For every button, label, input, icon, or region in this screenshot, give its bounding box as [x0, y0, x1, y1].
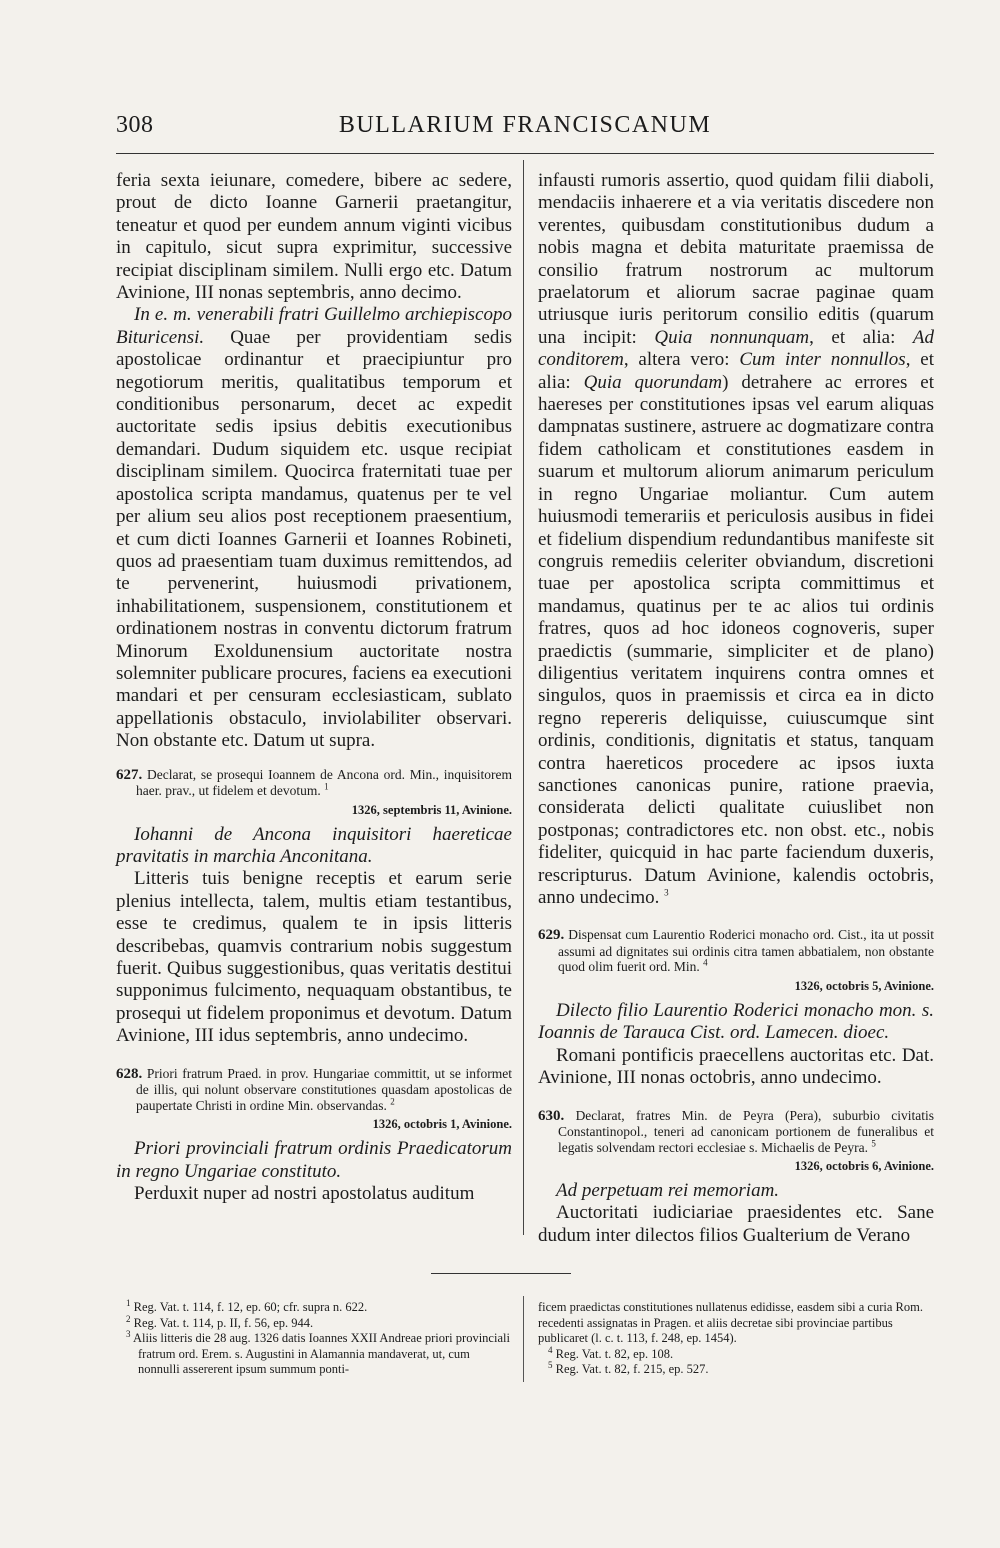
footnote-mark: 2	[390, 1096, 395, 1107]
footnote-divider	[523, 1296, 524, 1382]
quoted-incipit: Cum inter nonnullos	[739, 349, 906, 371]
footnote-mark: 4	[703, 957, 708, 968]
footnote-continuation: ficem praedictas constitutiones nullatenus edidisse, easdem sibi a curia Rom. recedenti assignatas in Pragen. et aliis decretae sibi provinciae partibus publicaret (l. c. t. 113, f. 248, ep. 1454).	[538, 1300, 923, 1345]
address-line: Priori provinciali fratrum ordinis Praedicatorum in regno Ungariae constituto.	[116, 1138, 512, 1182]
footnote-mark: 3	[664, 887, 669, 898]
left-column	[116, 170, 512, 1205]
letter-date: 1326, octobris 1, Avinione.	[372, 1117, 512, 1132]
right-column	[538, 170, 934, 1247]
footnote-mark: 5	[871, 1138, 876, 1149]
footnotes-right	[538, 1300, 934, 1378]
footnote: $^1$ Reg. Vat. t. 114, f. 12, ep. 60; cfr. supra n. 622.	[126, 1297, 368, 1314]
paragraph	[116, 304, 512, 752]
paragraph: infausti rumoris assertio, quod quidam filii diaboli, mendaciis inhaerere et a via veritatis discedere non verentes, quibusdam constitutionibus dudum a nobis magna et debita maturitate praemissa de consilio fratrum nostrorum ac multorum praelatorum et aliorum sacrae paginae quam utriusque iuris peritorum consilio editis (quarum una incipit: Quia nonnunquam, et alia: Ad conditorem, altera vero: Cum inter nonnullos, et alia: Quia quorundam) detrahere ac errores et haereses per constitutiones ipsas vel earum aliquas dampnatas sustinere, astruere ac dogmatizare contra fidem catholicam et constitutiones easdem in suarum et multorum aliorum animarum periculum in regno Ungariae moliantur. Cum autem huiusmodi temerariis et periculosis ausibus in fidei et fidelium dispendium redundantibus manifeste sit congruis remediis celeriter obviandum, discretioni tuae per apostolica scripta committimus et mandamus, quatinus per te ac alios tui ordinis fratres, quos ad hoc idoneos cognoveris, super praedictis (summarie, simpliciter et de plano) diligentius veritatem inquirens contra omnes et singulos, quos in praemissis et circa ea in dicto regno repereris deliquisse, cuiuscumque sint ordinis, conditionis, dignitatis et status, tanquam contra haereticos procedere ac ipsos iuxta sanctiones canonicas punire, ratione praevia, considerata delicti qualitate cuiuslibet non postponas; contradictores etc. non obst. etc., nobis fideliter, quicquid in hac parte faciendum duxeris, rescripturus. Datum Avinione, kalendis octobris, anno undecimo. $^3$	[538, 170, 935, 908]
address-line: In e. m. venerabili fratri Guillelmo archiepiscopo Bituricensi.	[116, 304, 512, 348]
address-line: Dilecto filio Laurentio Roderici monacho mon. s. Ioannis de Tarauca Cist. ord. Lamecen. dioec.	[538, 999, 934, 1044]
regest-630: 630. Declarat, fratres Min. de Peyra (Pera), suburbio civitatis Constantinopol., teneri ad canonicam portionem de funeralibus et legatis solvendam rectori ecclesiae s. Michaelis de Peyra. $^5$	[538, 1107, 934, 1155]
paragraph: Litteris tuis benigne receptis et earum serie plenius intellecta, talem, multis etiam testantibus, esse te credimus, qualem te in ipsis litteris describebas, quamvis contrarium nobis suggestum fuerit. Quibus suggestionibus, quas veritatis destitui supponimus fulcimento, nequaquam obstantibus, te prosequi ut fidelem proponimus et devotum. Datum Avinione, III idus septembris, anno undecimo.	[116, 868, 512, 1047]
quoted-incipit: Ad conditorem	[538, 326, 935, 371]
running-title: BULLARIUM FRANCISCANUM	[338, 112, 712, 138]
letter-date: 1326, octobris 6, Avinione.	[794, 1159, 934, 1174]
footnote: $^3$ Aliis litteris die 28 aug. 1326 datis Ioannes XXII Andreae priori provinciali fratrum ord. Erem. s. Augustini in Alamannia mandaverat, ut, cum nonnulli assererent ipsum summum ponti-	[126, 1328, 510, 1376]
quoted-incipit: Quia quorundam	[583, 371, 723, 393]
footnote: $^2$ Reg. Vat. t. 114, p. II, f. 56, ep. 944.	[126, 1313, 314, 1330]
footnotes-left	[116, 1297, 512, 1378]
regest-628: 628. Priori fratrum Praed. in prov. Hungariae committit, ut se informet de illis, qui nolunt observare constitutiones quasdam apostolicas de paupertate Christi in ordine Min. observandas. $^2$	[116, 1065, 512, 1113]
footnote-mark: 1	[324, 781, 329, 792]
paragraph: Perduxit nuper ad nostri apostolatus auditum	[134, 1182, 475, 1204]
page-number: 308	[116, 112, 154, 138]
header-rule	[116, 153, 934, 154]
paragraph: feria sexta ieiunare, comedere, bibere ac sedere, prout de dicto Ioanne Garnerii praetangitur, teneatur et quod per eundem annum viginti vicibus in capitulo, sicut supra exprimitur, successive recipiat disciplinam similem. Nulli ergo etc. Datum Avinione, III nonas septembris, anno decimo.	[116, 170, 512, 304]
regest-629: 629. Dispensat cum Laurentio Roderici monacho ord. Cist., ita ut possit assumi ad dignitates sui ordinis citra tamen abbatialem, non obstante quod olim fuerit ord. Min. $^4$	[538, 927, 934, 975]
footnote: $^4$ Reg. Vat. t. 82, ep. 108.	[548, 1344, 674, 1361]
paragraph: Auctoritati iudiciariae praesidentes etc. Sane dudum inter dilectos filios Gualterium de Verano	[538, 1202, 934, 1246]
page-header	[116, 112, 934, 152]
body-text: Quae per providentiam sedis apostolicae ordinantur et praecipiuntur pro negotiorum meritis, qualitatibus temporum et conditionibus personarum, decet ac expedit auctoritate sedis ipsius debitis executionibus demandari. Dudum siquidem etc. usque recipiat disciplinam similem. Quocirca fraternitati tuae per apostolica scripta mandamus, quatenus per te vel per alium seu alios post receptionem praesentium, et cum dicti Ioannes Garnerii et Ioannes Robineti, quos ad praesentiam tuam duximus remittendos, ad te pervenerint, huiusmodi privationem, inhabilitationem, suspensionem, constitutionem et ordinationem nostras in conventu dictorum fratrum Minorum Exoldunensium auctoritate nostra solemniter publicare procures, faciens ea executioni mandari et per censuram ecclesiasticam, sublato appellationis obstaculo, inviolabiliter observari. Non obstante etc. Datum ut supra.	[116, 326, 513, 752]
letter-date: 1326, octobris 5, Avinione.	[794, 978, 934, 993]
footnote-rule	[431, 1273, 571, 1274]
footnote: $^5$ Reg. Vat. t. 82, f. 215, ep. 527.	[548, 1359, 709, 1376]
quoted-incipit: Quia nonnunquam	[654, 326, 810, 348]
paragraph: Romani pontificis praecellens auctoritas etc. Dat. Avinione, III nonas octobris, anno undecimo.	[538, 1044, 934, 1089]
address-line: Iohanni de Ancona inquisitori haereticae pravitatis in marchia Anconitana.	[116, 823, 512, 867]
regest-627: 627. Declarat, se prosequi Ioannem de Ancona ord. Min., inquisitorem haer. prav., ut fidelem et devotum. $^1$	[116, 766, 512, 799]
column-divider	[523, 160, 524, 1235]
letter-date: 1326, septembris 11, Avinione.	[351, 802, 512, 817]
address-line: Ad perpetuam rei memoriam.	[556, 1180, 780, 1202]
